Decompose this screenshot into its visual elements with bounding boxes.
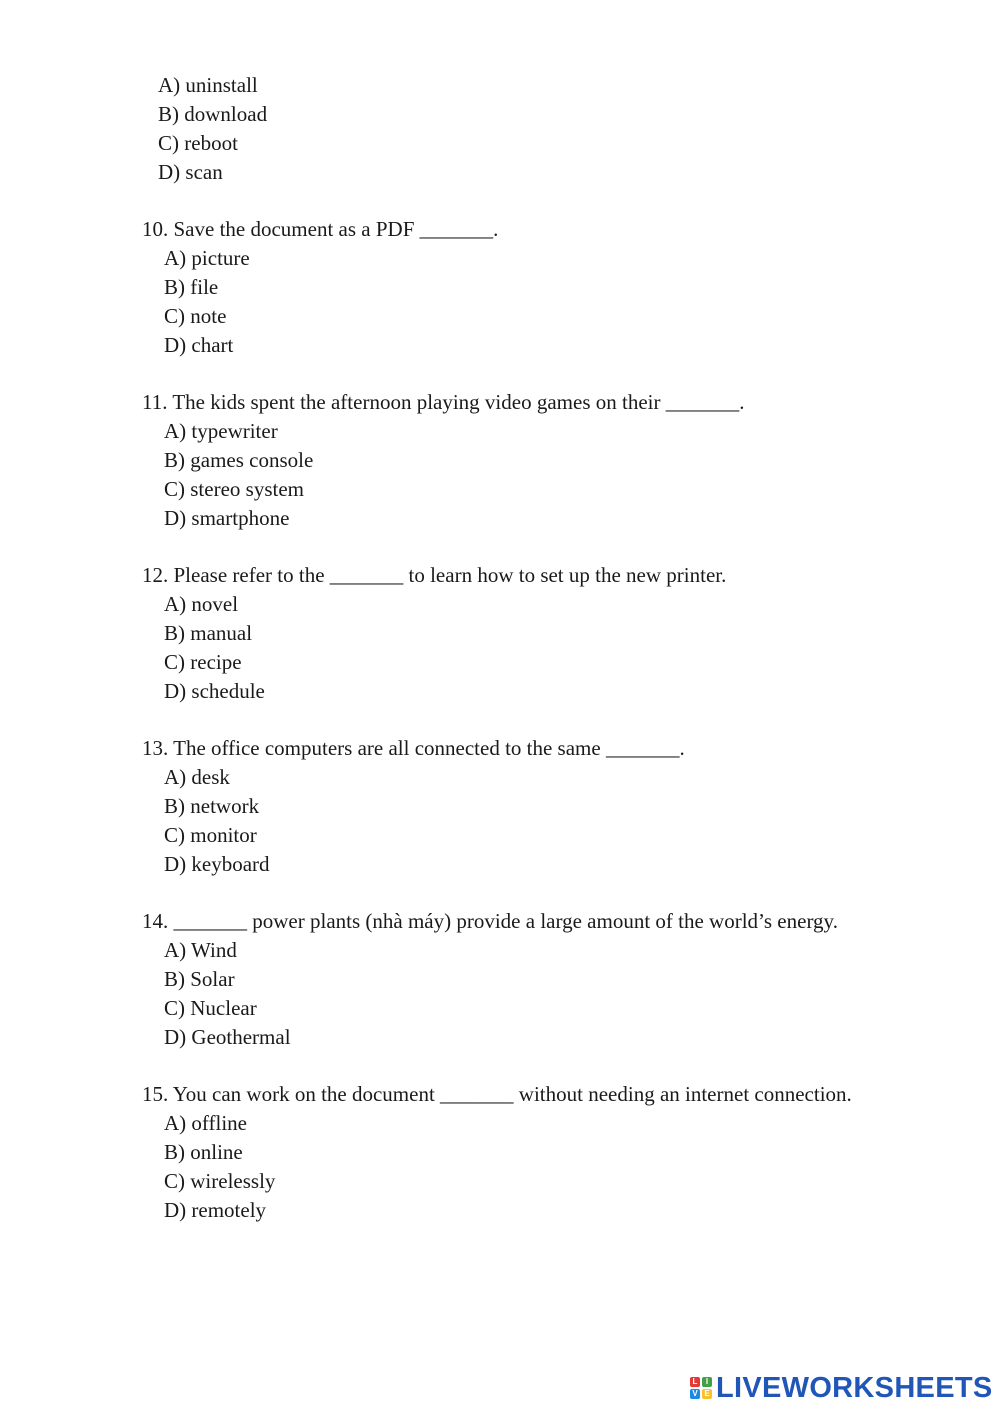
question-14-option-a: A) Wind (164, 938, 237, 962)
question-10-option-c: C) note (164, 304, 227, 328)
question-13-option-b: B) network (164, 794, 260, 818)
question-13-option-c: C) monitor (164, 823, 257, 847)
liveworksheets-logo (690, 1373, 993, 1403)
question-15-option-d: D) remotely (164, 1198, 267, 1222)
question-15-option-b: B) online (164, 1140, 243, 1164)
question-13-stem: 13. The office computers are all connected to the same _______. (142, 736, 685, 760)
question-10-stem: 10. Save the document as a PDF _______. (142, 217, 499, 241)
logo-mark-l: L (690, 1377, 700, 1387)
question-14-option-c: C) Nuclear (164, 996, 257, 1020)
question-15-option-c: C) wirelessly (164, 1169, 276, 1193)
logo-mark-e: E (702, 1389, 712, 1399)
question-11-stem: 11. The kids spent the afternoon playing video games on their _______. (142, 390, 745, 414)
question-12-option-a: A) novel (164, 592, 239, 616)
logo-text: LIVEWORKSHEETS (716, 1372, 993, 1404)
option-prev-c: C) reboot (158, 131, 238, 155)
question-12-stem: 12. Please refer to the _______ to learn how to set up the new printer. (142, 563, 727, 587)
liveworksheets-logo-icon (690, 1377, 712, 1399)
question-13-option-d: D) keyboard (164, 852, 270, 876)
option-prev-a: A) uninstall (158, 73, 258, 97)
question-11-option-a: A) typewriter (164, 419, 278, 443)
question-11-option-b: B) games console (164, 448, 314, 472)
question-10-option-d: D) chart (164, 333, 234, 357)
question-12-option-c: C) recipe (164, 650, 242, 674)
option-prev-d: D) scan (158, 160, 223, 184)
logo-mark-v: V (690, 1389, 700, 1399)
question-13-option-a: A) desk (164, 765, 230, 789)
question-15-stem: 15. You can work on the document _______ without needing an internet connection. (142, 1082, 852, 1106)
option-prev-b: B) download (158, 102, 268, 126)
question-15-option-a: A) offline (164, 1111, 248, 1135)
question-12-option-d: D) schedule (164, 679, 265, 703)
question-10-option-b: B) file (164, 275, 219, 299)
question-14-option-b: B) Solar (164, 967, 235, 991)
question-11-option-c: C) stereo system (164, 477, 304, 501)
question-11-option-d: D) smartphone (164, 506, 290, 530)
question-12-option-b: B) manual (164, 621, 253, 645)
question-14-option-d: D) Geothermal (164, 1025, 291, 1049)
logo-mark-i: I (702, 1377, 712, 1387)
question-10-option-a: A) picture (164, 246, 250, 270)
question-14-stem: 14. _______ power plants (nhà máy) provide a large amount of the world’s energy. (142, 909, 838, 933)
